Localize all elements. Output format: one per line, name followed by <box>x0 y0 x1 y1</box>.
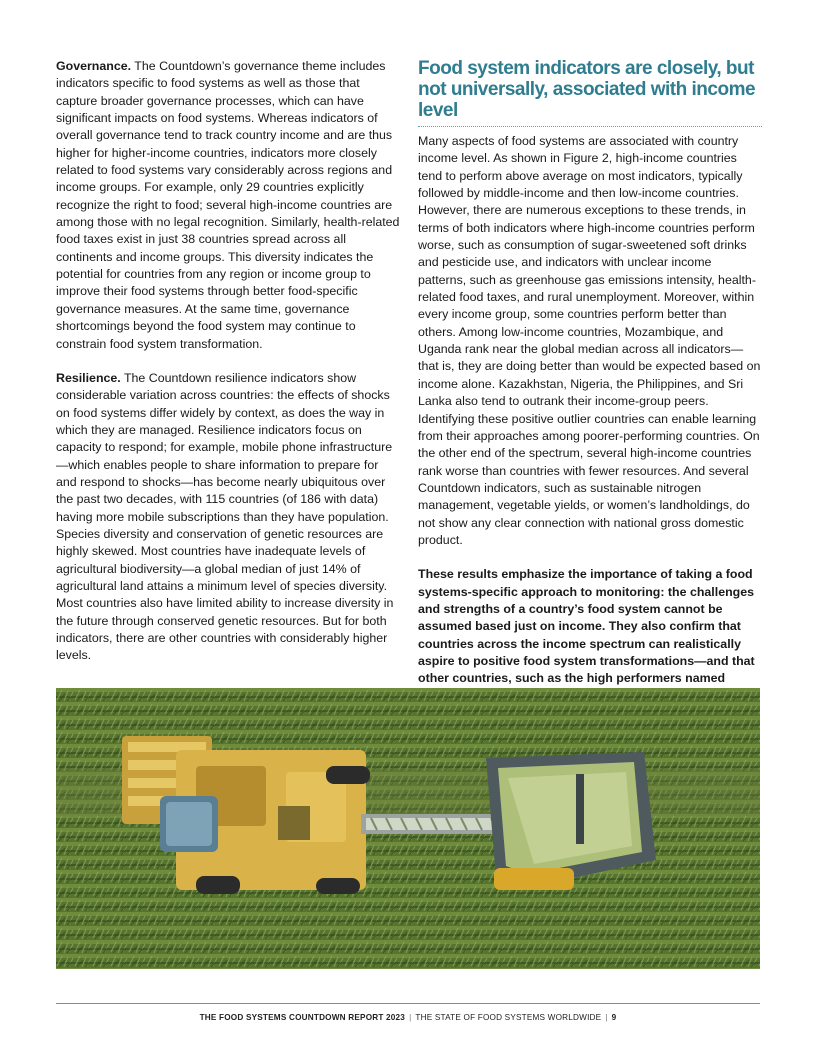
footer-report-title: THE FOOD SYSTEMS COUNTDOWN REPORT 2023 <box>199 1013 406 1022</box>
footer-separator-2: | <box>605 1013 608 1022</box>
governance-paragraph <box>56 58 400 353</box>
income-paragraph: Many aspects of food systems are associated with country income level. As shown in Figure 2, high-income countries tend to perform above average on most indicators, typically followed by middle-income and then low-income countries. However, there are numerous exceptions to these trends, in terms of both indicators where high-income countries perform worse, such as consumption of sugar-sweetened soft drinks and pesticide use, and indicators with unclear income patterns, such as greenhouse gas emissions intensity, health-related food taxes, and rural unemployment. Moreover, within every income group, some countries perform better than others. Among low-income countries, Mozambique, and Uganda rank near the global median across all indicators—that is, they are doing better than would be expected based on income alone. Kazakhstan, Nigeria, the Philippines, and Sri Lanka also tend to outrank their income-group peers. Identifying these positive outlier countries can enable learning from their approaches among poorer-performing countries. On the other end of the spectrum, several high-income countries rank worse than countries with fewer resources. And several Countdown indicators, such as sustainable nitrogen management, vegetable yields, or women’s landholdings, do not show any clear connection with national gross domestic product. <box>418 134 761 547</box>
harvester-illustration <box>56 688 760 969</box>
governance-lead: Governance. <box>56 59 132 73</box>
governance-text: The Countdown’s governance theme includes indicators specific to food systems as well as those that capture broader governance processes, which can have significant impacts on food systems. Whereas indicators of overall governance tend to track country income and are thus higher for higher-income countries, indicators more closely related to food systems vary considerably across regions and income groups. For example, only 29 countries explicitly recognize the right to food; several high-income countries are among those with no legal recognition. Similarly, health-related food taxes exist in just 38 countries spread across all continents and income groups. This diversity indicates the potential for countries from any region or income group to improve their food systems through better food-specific governance measures. At the same time, governance shortcomings beyond the food system may continue to constrain food system transformation. <box>56 59 400 351</box>
resilience-paragraph <box>56 370 400 665</box>
resilience-text: The Countdown resilience indicators show considerable variation across countries: the effects of shocks on food systems differ widely by context, as does the way in which they are managed. Resilience indicators focus on capacity to respond; for example, mobile phone infrastructure—which enables people to share information to prepare for and respond to shocks—has become nearly ubiquitous over the past two decades, with 115 countries (of 186 with data) having more mobile subscriptions than they have population. Species diversity and conservation of genetic resources are highly skewed. Most countries have inadequate levels of agricultural biodiversity—a global median of just 14% of agricultural land attains a minimum level of species diversity. Most countries also have limited ability to increase diversity in the future through conserved genetic resources. But for both indicators, there are other countries with considerably higher levels. <box>56 370 394 663</box>
page-number: 9 <box>611 1013 617 1022</box>
footer-rule <box>56 1003 760 1004</box>
page-footer <box>56 1013 760 1022</box>
left-column <box>56 58 400 665</box>
footer-section: THE STATE OF FOOD SYSTEMS WORLDWIDE <box>415 1013 602 1022</box>
right-column <box>418 58 762 705</box>
conclusion-paragraph: These results emphasize the importance of taking a food systems-specific approach to monitoring: the challenges and strengths of a country’s food system cannot be assumed based just on income. They also confirm that countries across the income spectrum can realistically aspire to positive food system transformations—and that other countries, such as the high performers named <box>418 567 755 686</box>
harvest-photo <box>56 688 760 969</box>
footer-separator: | <box>409 1013 412 1022</box>
resilience-lead: Resilience. <box>56 370 121 385</box>
section-heading: Food system indicators are closely, but not universally, associated with income level <box>418 58 762 127</box>
